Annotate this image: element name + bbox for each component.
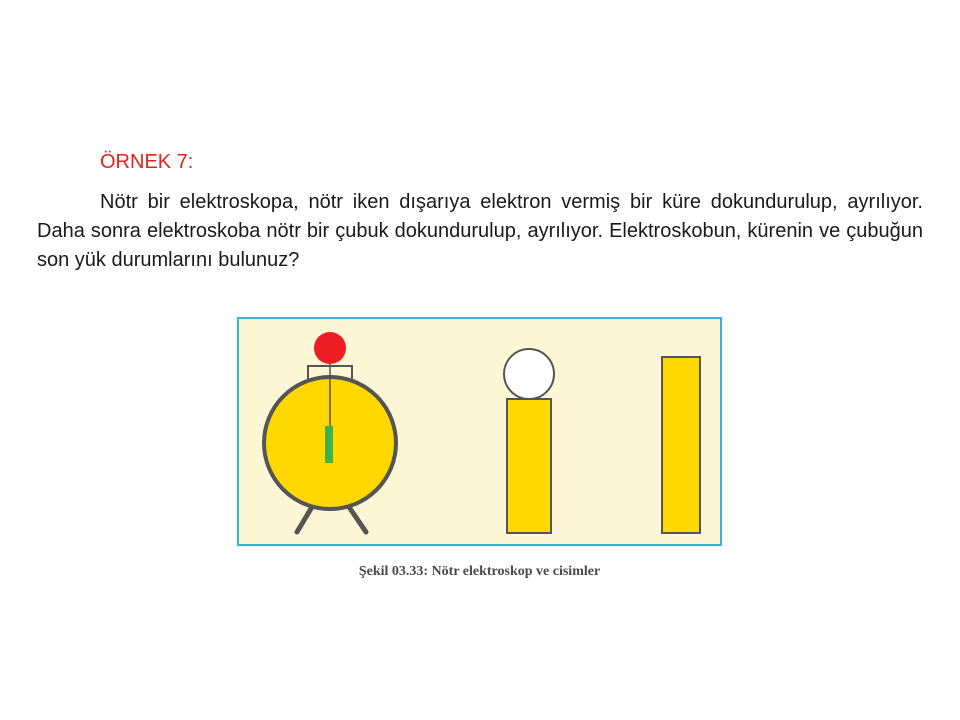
example-heading: ÖRNEK 7: — [100, 151, 194, 173]
electroscope-leg-left — [297, 507, 312, 532]
sphere-on-stand — [504, 349, 554, 533]
sphere-stand — [507, 399, 551, 533]
electroscope — [264, 332, 396, 532]
electroscope-leaf — [325, 426, 333, 463]
figure-illustration — [239, 319, 720, 544]
figure-electroscope — [237, 317, 722, 546]
electroscope-knob — [314, 332, 346, 364]
rod — [662, 357, 700, 533]
figure-caption: Şekil 03.33: Nötr elektroskop ve cisimler — [358, 564, 601, 579]
problem-text: Nötr bir elektroskopa, nötr iken dışarıya elektron vermiş bir küre dokundurulup, ayrılıyor. Daha sonra elektroskoba nötr bir çubuk dokundurulup, ayrılıyor. Elektroskobun, kürenin ve çubuğun son yük durumlarını bulunuz? — [37, 191, 923, 271]
electroscope-leg-right — [349, 507, 366, 532]
sphere — [504, 349, 554, 399]
